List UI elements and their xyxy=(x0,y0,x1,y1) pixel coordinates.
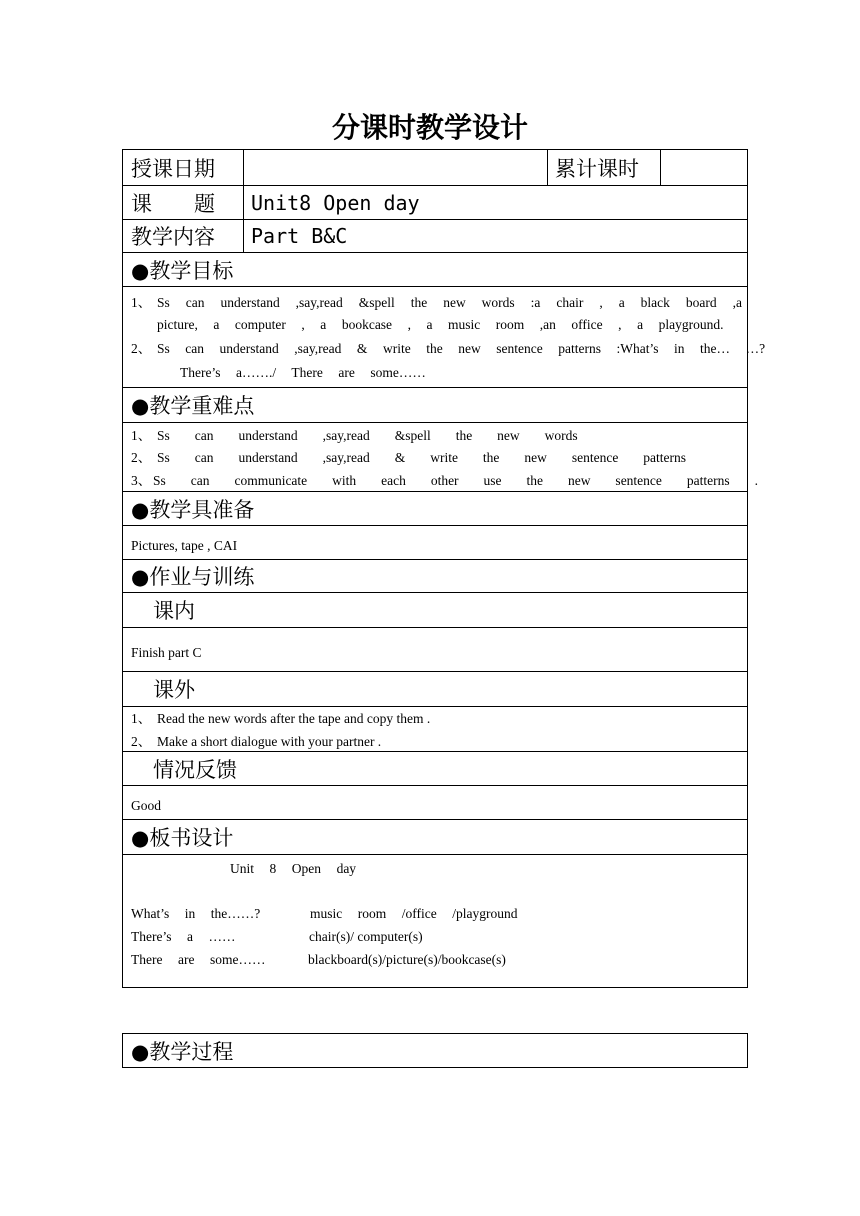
objective-2-line2: There’s a……./ There are some…… xyxy=(180,365,426,380)
lesson-plan-table xyxy=(122,149,766,988)
content-row xyxy=(123,219,747,252)
objectives-body xyxy=(123,286,766,387)
date-label: 授课日期 xyxy=(131,156,215,181)
board-row-1-left: What’s in the……? xyxy=(131,906,261,921)
objectives-heading-row xyxy=(123,252,747,286)
keypoint-1-num: 1、 xyxy=(131,428,152,443)
board-row-3-right: blackboard(s)/picture(s)/bookcase(s) xyxy=(308,952,506,967)
in-class-label: 课内 xyxy=(153,599,195,623)
content-label: 教学内容 xyxy=(131,225,215,249)
keypoint-3-text: Ss can communicate with each other use the new sentence patterns . xyxy=(153,473,758,488)
feedback-label: 情况反馈 xyxy=(153,757,237,782)
objective-1-line1: Ss can understand ,say,read &spell the new words :a chair , a black board ,a xyxy=(157,295,742,310)
keypoints-heading: ●教学重难点 xyxy=(131,394,255,418)
preparation-heading-row xyxy=(123,491,747,525)
homework-heading: ●作业与训练 xyxy=(131,565,255,589)
feedback-body xyxy=(123,785,747,819)
hours-label: 累计课时 xyxy=(555,156,639,181)
after-class-1-num: 1、 xyxy=(131,711,152,726)
board-row-1-right: music room /office /playground xyxy=(310,906,518,921)
keypoint-1-text: Ss can understand ,say,read &spell the new words xyxy=(157,428,578,443)
objective-1-line2: picture, a computer , a bookcase , a music room ,an office , a playground. xyxy=(157,317,724,332)
board-body xyxy=(123,854,747,989)
after-class-label: 课外 xyxy=(153,678,195,702)
objective-1-num: 1、 xyxy=(131,295,152,310)
board-row-2-right: chair(s)/ computer(s) xyxy=(309,929,423,944)
homework-heading-row xyxy=(123,559,747,592)
keypoint-3-num: 3、 xyxy=(131,473,152,488)
preparation-body xyxy=(123,525,747,559)
feedback-text: Good xyxy=(131,798,161,813)
content-value: Part B&C xyxy=(251,224,348,248)
after-class-2-text: Make a short dialogue with your partner . xyxy=(157,734,382,749)
date-row xyxy=(123,150,747,185)
feedback-label-row xyxy=(123,751,747,785)
board-heading: ●板书设计 xyxy=(131,826,234,850)
after-class-1-text: Read the new words after the tape and copy them . xyxy=(157,711,431,726)
topic-value: Unit8 Open day xyxy=(251,190,420,215)
board-title: Unit 8 Open day xyxy=(230,861,357,876)
keypoints-body xyxy=(123,422,758,491)
objective-2-line1: Ss can understand ,say,read & write the new sentence patterns :What’s in the… …? xyxy=(157,341,766,356)
board-row-3-left: There are some…… xyxy=(131,952,266,967)
page-title: 分课时教学设计 xyxy=(331,111,528,144)
preparation-text: Pictures, tape , CAI xyxy=(131,538,238,553)
after-class-body xyxy=(123,706,747,751)
process-heading: ●教学过程 xyxy=(131,1039,234,1064)
board-row-2-left: There’s a …… xyxy=(131,929,236,944)
objective-2-num: 2、 xyxy=(131,341,152,356)
keypoints-heading-row xyxy=(123,387,747,422)
process-table xyxy=(122,1033,748,1068)
keypoint-2-num: 2、 xyxy=(131,450,152,465)
board-heading-row xyxy=(123,819,747,854)
after-class-2-num: 2、 xyxy=(131,734,152,749)
preparation-heading: ●教学具准备 xyxy=(131,497,255,522)
keypoint-2-text: Ss can understand ,say,read & write the new sentence patterns xyxy=(157,450,687,465)
after-class-label-row xyxy=(123,671,747,706)
objectives-heading: ●教学目标 xyxy=(131,258,234,283)
topic-row xyxy=(123,185,747,219)
in-class-text: Finish part C xyxy=(131,645,202,660)
topic-label: 课 题 xyxy=(131,191,215,216)
in-class-label-row xyxy=(123,592,747,627)
in-class-body xyxy=(123,627,747,671)
